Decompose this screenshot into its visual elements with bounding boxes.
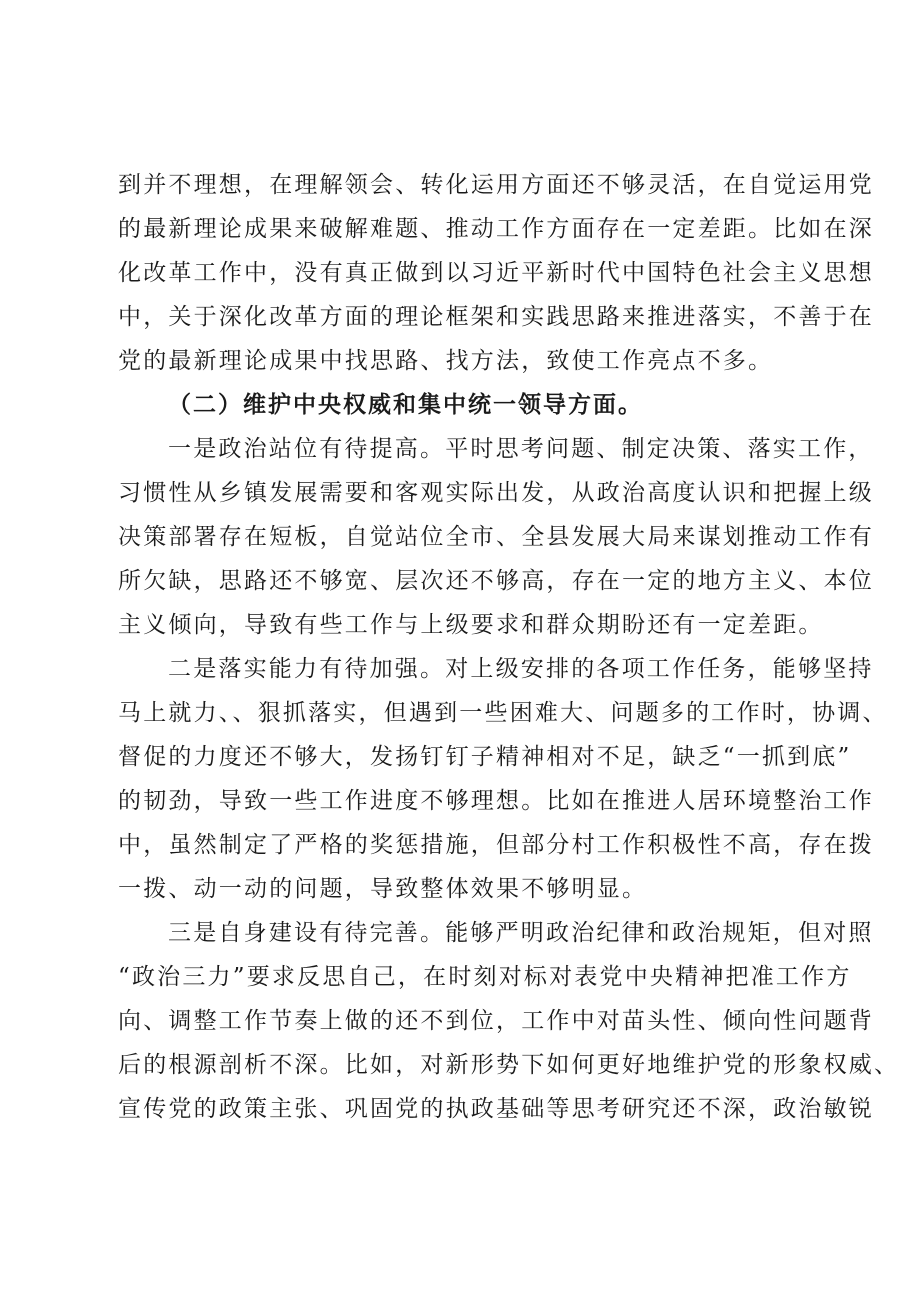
section-heading	[118, 383, 818, 427]
text-line: 督促的力度还不够大，发扬钉钉子精神相对不足，缺乏“一抓到底”	[118, 744, 852, 770]
paragraph-political-stance	[118, 427, 874, 647]
text-line: 一拨、动一动的问题，导致整体效果不够明显。	[118, 876, 648, 902]
text-line: 主义倾向，导致有些工作与上级要求和群众期盼还有一定差距。	[118, 612, 824, 638]
text-line: 习惯性从乡镇发展需要和客观实际出发，从政治高度认识和把握上级	[118, 480, 874, 506]
paragraph-continuation	[118, 163, 874, 383]
document-body	[118, 163, 900, 1131]
text-line: 的最新理论成果来破解难题、推动工作方面存在一定差距。比如在深	[118, 216, 874, 242]
text-line: 中，关于深化改革方面的理论框架和实践思路来推进落实，不善于在	[118, 304, 874, 330]
text-line: 宣传党的政策主张、巩固党的执政基础等思考研究还不深，政治敏锐	[118, 1096, 874, 1122]
text-line: 中，虽然制定了严格的奖惩措施，但部分村工作积极性不高，存在拨	[118, 832, 874, 858]
text-line: 党的最新理论成果中找思路、找方法，致使工作亮点不多。	[118, 348, 774, 374]
text-line: 后的根源剖析不深。比如，对新形势下如何更好地维护党的形象权威、	[118, 1052, 900, 1078]
section-heading-text: （二）维护中央权威和集中统一领导方面。	[168, 391, 643, 418]
paragraph-self-building	[118, 911, 900, 1131]
paragraph-implementation	[118, 647, 888, 911]
text-line: 化改革工作中，没有真正做到以习近平新时代中国特色社会主义思想	[118, 260, 874, 286]
text-line: 到并不理想，在理解领会、转化运用方面还不够灵活，在自觉运用党	[118, 172, 874, 198]
text-line: 马上就力、、狠抓落实，但遇到一些困难大、问题多的工作时，协调、	[118, 700, 888, 726]
text-line: 的韧劲，导致一些工作进度不够理想。比如在推进人居环境整治工作	[118, 788, 874, 814]
text-line: 所欠缺，思路还不够宽、层次还不够高，存在一定的地方主义、本位	[118, 568, 874, 594]
text-line: 一是政治站位有待提高。平时思考问题、制定决策、落实工作，	[168, 436, 874, 462]
text-line: 三是自身建设有待完善。能够严明政治纪律和政治规矩，但对照	[168, 920, 874, 946]
text-line: 决策部署存在短板，自觉站位全市、全县发展大局来谋划推动工作有	[118, 524, 874, 550]
text-line: “政治三力”要求反思自己，在时刻对标对表党中央精神把准工作方	[118, 964, 852, 990]
text-line: 二是落实能力有待加强。对上级安排的各项工作任务，能够坚持	[168, 656, 874, 682]
text-line: 向、调整工作节奏上做的还不到位，工作中对苗头性、倾向性问题背	[118, 1008, 874, 1034]
